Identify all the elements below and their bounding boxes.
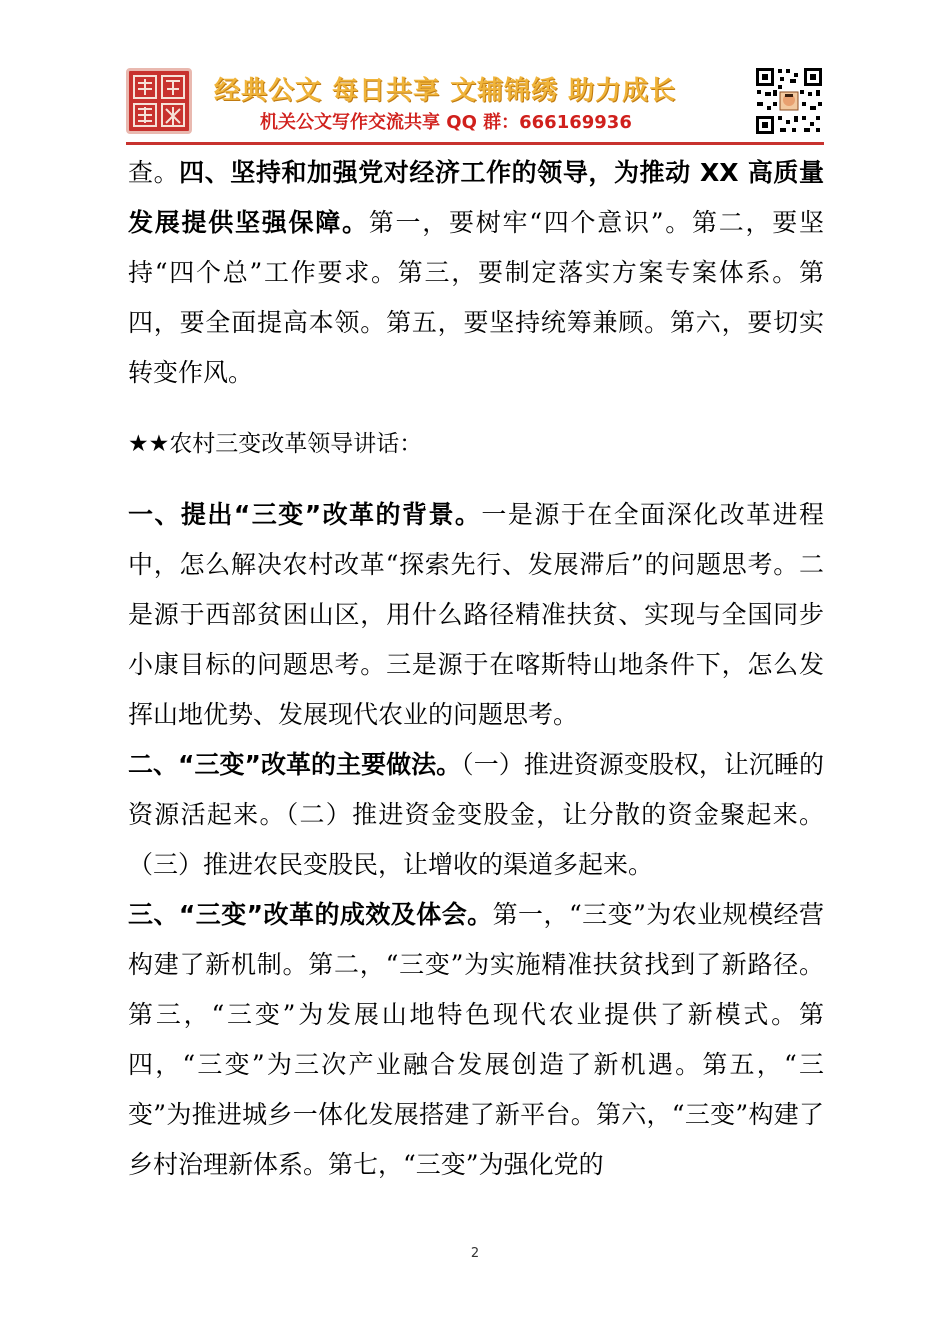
paragraph-results <box>128 890 824 1190</box>
seal-logo-icon <box>126 68 192 134</box>
section-title: ★★农村三变改革领导讲话： <box>128 431 423 457</box>
page-header <box>126 66 824 140</box>
qr-code-icon <box>754 66 824 136</box>
paragraph-spacer <box>128 468 824 490</box>
paragraph-text: 第一，要树牢“四个意识”。第二，要坚持“四个总”工作要求。第三，要制定落实方案专案体系。第四，要全面提高本领。第五，要坚持统筹兼顾。第六，要切实转变作风。 <box>128 208 824 387</box>
paragraph-heading: 三、“三变”改革的成效及体会。 <box>128 900 493 929</box>
paragraph-text: 第一，“三变”为农业规模经营构建了新机制。第二，“三变”为实施精准扶贫找到了新路径。第三，“三变”为发展山地特色现代农业提供了新模式。第四，“三变”为三次产业融合发展创造了新机遇。第五，“三变”为推进城乡一体化发展搭建了新平台。第六，“三变”构建了乡村治理新体系。第七，“三变”为强化党的 <box>128 900 824 1179</box>
page-number: 2 <box>470 1246 480 1261</box>
paragraph-heading: 一、提出“三变”改革的背景。 <box>128 500 482 529</box>
document-body <box>128 148 824 1190</box>
header-divider <box>126 142 824 145</box>
paragraph-text: 一是源于在全面深化改革进程中，怎么解决农村改革“探索先行、发展滞后”的问题思考。二是源于西部贫困山区，用什么路径精准扶贫、实现与全国同步小康目标的问题思考。三是源于在喀斯特山地条件下，怎么发挥山地优势、发展现代农业的问题思考。 <box>128 500 824 729</box>
paragraph-economic-leadership <box>128 148 824 398</box>
header-slogan: 经典公文 每日共享 文辅锦绣 助力成长 <box>214 76 677 106</box>
paragraph-background <box>128 490 824 740</box>
header-qq-group: 机关公文写作交流共享 QQ 群：666169936 <box>260 112 632 133</box>
paragraph-heading: 二、“三变”改革的主要做法。 <box>128 750 462 779</box>
paragraph-text: （一）推进资源变股权，让沉睡的资源活起来。（二）推进资金变股金，让分散的资金聚起来。（三）推进农民变股民，让增收的渠道多起来。 <box>128 750 824 879</box>
paragraph-practices <box>128 740 824 890</box>
paragraph-spacer <box>128 398 824 420</box>
paragraph-lead: 查。 <box>128 158 180 187</box>
paragraph-heading: 四、坚持和加强党对经济工作的领导，为推动 XX 高质量发展提供坚强保障。 <box>128 158 824 237</box>
